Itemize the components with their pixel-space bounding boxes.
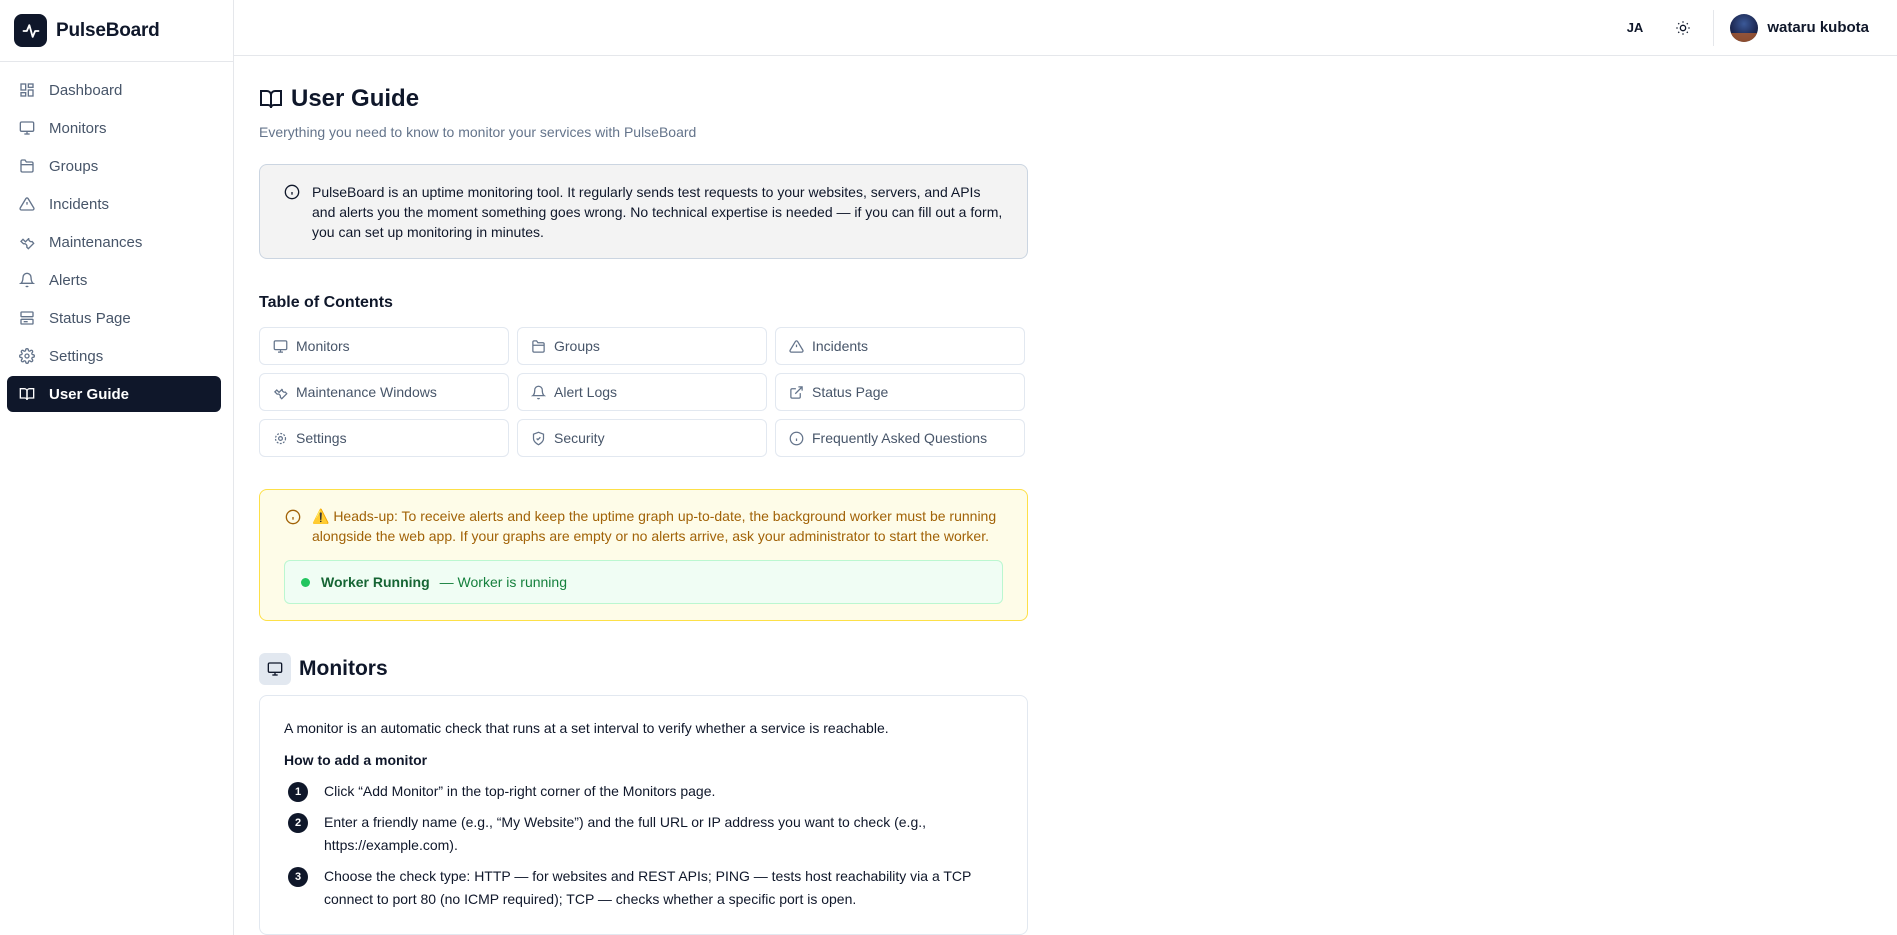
monitor-icon xyxy=(19,120,35,136)
wrench-icon xyxy=(19,234,35,250)
toc-link-maintenance-windows[interactable] xyxy=(259,373,509,411)
status-dot xyxy=(301,578,310,587)
info-icon xyxy=(284,184,300,200)
toc-link-status-page[interactable] xyxy=(775,373,1025,411)
sidebar-item-settings[interactable] xyxy=(7,338,221,374)
step-item xyxy=(284,811,1003,857)
wrench-icon xyxy=(273,385,288,400)
page-header xyxy=(259,84,1034,114)
brand[interactable] xyxy=(0,0,233,62)
book-icon xyxy=(259,87,283,111)
toc-link-settings[interactable] xyxy=(259,419,509,457)
toc-link-monitors[interactable] xyxy=(259,327,509,365)
worker-status xyxy=(284,560,1003,604)
alert-triangle-icon xyxy=(789,339,804,354)
sidebar-item-user-guide[interactable] xyxy=(7,376,221,412)
toc-link-alert-logs[interactable] xyxy=(517,373,767,411)
monitor-icon xyxy=(273,339,288,354)
page-title: User Guide xyxy=(291,85,420,112)
step-number: 3 xyxy=(288,867,308,887)
gear-icon xyxy=(273,431,288,446)
monitor-icon xyxy=(259,653,291,685)
avatar xyxy=(1730,14,1758,42)
sidebar-item-groups[interactable] xyxy=(7,148,221,184)
step-text: Choose the check type: HTTP — for websites and REST APIs; PING — tests host reachability via a TCP connect to port 80 (no ICMP required); TCP — checks whether a specific port is open. xyxy=(324,868,972,907)
table-of-contents xyxy=(259,327,1028,457)
toc-link-label: Monitors xyxy=(296,338,350,354)
folder-icon xyxy=(19,158,35,174)
gear-icon xyxy=(19,348,35,364)
toc-link-label: Incidents xyxy=(812,338,869,354)
layout-icon xyxy=(19,310,35,326)
toc-link-label: Frequently Asked Questions xyxy=(812,430,988,446)
toc-link-faq[interactable] xyxy=(775,419,1025,457)
divider xyxy=(1713,10,1714,46)
brand-name: PulseBoard xyxy=(56,19,160,41)
shield-icon xyxy=(531,431,546,446)
section-title: Monitors xyxy=(299,657,388,680)
toc-link-groups[interactable] xyxy=(517,327,767,365)
sidebar-item-label: Status Page xyxy=(49,309,131,327)
user-menu[interactable] xyxy=(1730,14,1869,42)
main-area xyxy=(234,0,1897,935)
howto-title: How to add a monitor xyxy=(284,752,428,768)
toc-link-label: Settings xyxy=(296,430,347,446)
bell-icon xyxy=(531,385,546,400)
intro-callout xyxy=(259,164,1028,259)
sidebar-item-status-page[interactable] xyxy=(7,300,221,336)
sidebar-nav xyxy=(0,62,233,412)
worker-status-label: Worker Running xyxy=(321,574,430,590)
grid-icon xyxy=(19,82,35,98)
sidebar-item-label: Alerts xyxy=(49,271,88,289)
sidebar xyxy=(0,0,234,935)
sidebar-item-label: Groups xyxy=(49,157,99,175)
external-link-icon xyxy=(789,385,804,400)
user-name: wataru kubota xyxy=(1767,19,1869,36)
toc-link-label: Maintenance Windows xyxy=(296,384,437,400)
bell-icon xyxy=(19,272,35,288)
guide-content xyxy=(234,56,1034,935)
language-toggle[interactable]: JA xyxy=(1626,20,1644,35)
toc-link-label: Security xyxy=(554,430,605,446)
sidebar-item-label: Dashboard xyxy=(49,81,123,99)
worker-warning-callout xyxy=(259,489,1028,621)
toc-link-label: Groups xyxy=(554,338,600,354)
info-icon xyxy=(285,509,301,525)
step-item xyxy=(284,865,1003,911)
step-text: Enter a friendly name (e.g., “My Website”) and the full URL or IP address you want to check (e.g., https://example.com). xyxy=(324,814,927,853)
sidebar-item-label: Maintenances xyxy=(49,233,143,251)
pulse-logo-icon xyxy=(14,14,47,47)
sidebar-item-maintenances[interactable] xyxy=(7,224,221,260)
toc-link-label: Status Page xyxy=(812,384,889,400)
worker-status-desc: — Worker is running xyxy=(439,574,567,590)
sidebar-item-monitors[interactable] xyxy=(7,110,221,146)
page-subtitle: Everything you need to know to monitor your services with PulseBoard xyxy=(259,124,697,140)
toc-link-incidents[interactable] xyxy=(775,327,1025,365)
step-item xyxy=(284,780,1003,803)
info-icon xyxy=(789,431,804,446)
sidebar-item-incidents[interactable] xyxy=(7,186,221,222)
sidebar-item-alerts[interactable] xyxy=(7,262,221,298)
topbar xyxy=(234,0,1897,56)
sun-icon[interactable] xyxy=(1673,18,1693,38)
book-icon xyxy=(19,386,35,402)
monitors-section-card xyxy=(259,695,1028,935)
section-description: A monitor is an automatic check that runs at a set interval to verify whether a service is reachable. xyxy=(284,720,889,736)
intro-text: PulseBoard is an uptime monitoring tool. It regularly sends test requests to your websites, servers, and APIs and alerts you the moment something goes wrong. No technical expertise is needed — if you can fill out a form, you can set up monitoring in minutes. xyxy=(312,184,1003,240)
sidebar-item-label: User Guide xyxy=(49,385,130,403)
sidebar-item-dashboard[interactable] xyxy=(7,72,221,108)
step-number: 2 xyxy=(288,813,308,833)
sidebar-item-label: Incidents xyxy=(49,195,110,213)
toc-link-label: Alert Logs xyxy=(554,384,618,400)
folder-icon xyxy=(531,339,546,354)
step-text: Click “Add Monitor” in the top-right corner of the Monitors page. xyxy=(324,783,716,799)
monitors-section-header xyxy=(259,653,1034,685)
toc-title: Table of Contents xyxy=(259,294,393,311)
warning-text: ⚠️ Heads-up: To receive alerts and keep the uptime graph up-to-date, the background worker must be running alongside the web app. If your graphs are empty or no alerts arrive, ask your administrator to start the worker. xyxy=(312,508,997,544)
step-number: 1 xyxy=(288,782,308,802)
toc-link-security[interactable] xyxy=(517,419,767,457)
howto-steps xyxy=(284,780,1003,911)
sidebar-item-label: Settings xyxy=(49,347,104,365)
alert-triangle-icon xyxy=(19,196,35,212)
sidebar-item-label: Monitors xyxy=(49,119,107,137)
